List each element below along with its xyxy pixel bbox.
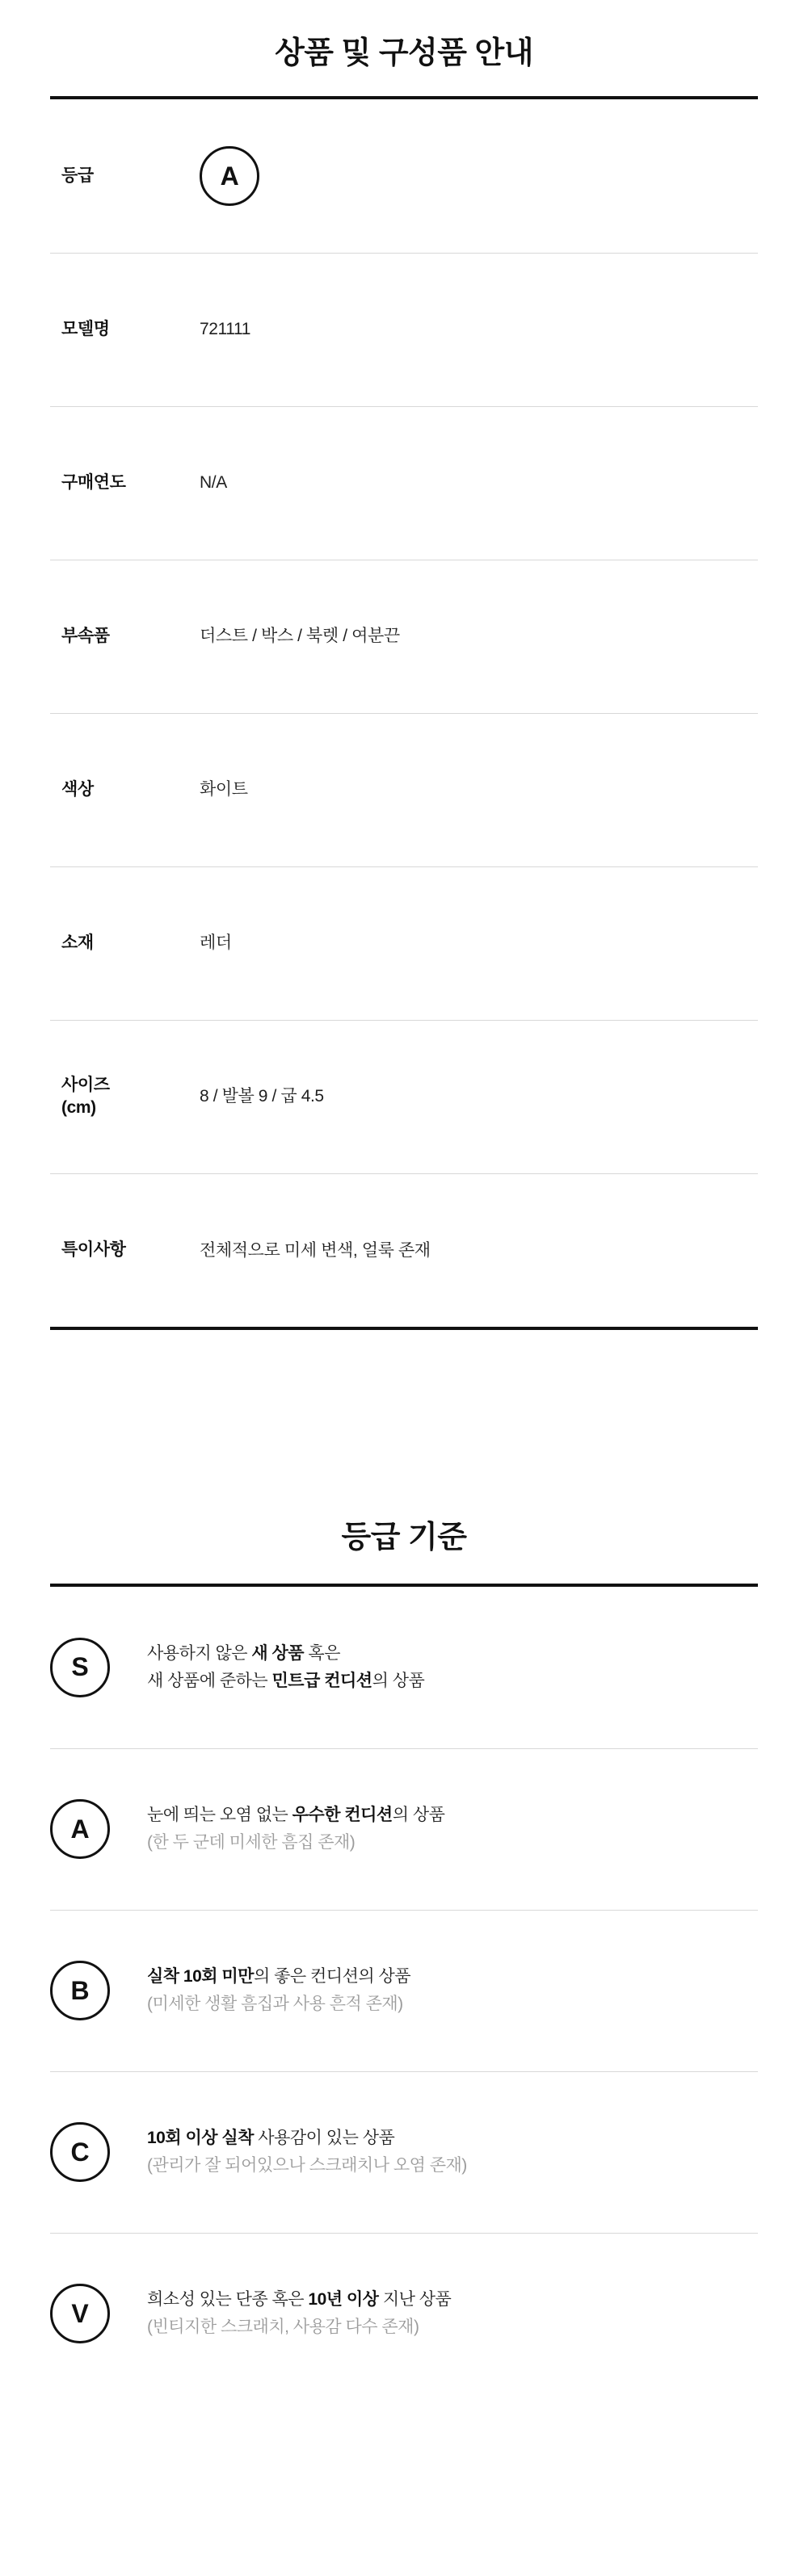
grade-badge: V [50, 2284, 110, 2343]
grade-badge-cell [50, 2233, 147, 2394]
spec-label-line2: (cm) [61, 1098, 96, 1117]
spec-value: 레더 [200, 866, 758, 1020]
spec-label: 등급 [50, 99, 200, 253]
grade-desc-line1 [147, 1640, 758, 1668]
grade-badge-cell [50, 1910, 147, 2071]
desc-text: 눈에 띄는 오염 없는 [147, 1805, 292, 1824]
spec-value: 화이트 [200, 713, 758, 866]
grade-criteria-section [0, 1512, 808, 2491]
desc-strong: 실착 10회 미만 [147, 1966, 254, 1986]
desc-text: 의 상품 [392, 1805, 445, 1824]
criteria-title: 등급 기준 [341, 1521, 467, 1554]
spec-value: 더스트 / 박스 / 북렛 / 여분끈 [200, 560, 758, 713]
desc-text: 의 상품 [372, 1671, 425, 1690]
table-row [50, 713, 758, 866]
grade-description [147, 1587, 758, 1748]
desc-text: 사용감이 있는 상품 [253, 2128, 395, 2147]
spec-label [50, 1020, 200, 1173]
grade-desc-line2 [147, 1668, 758, 1695]
spec-label: 부속품 [50, 560, 200, 713]
grade-desc-line1 [147, 2286, 758, 2314]
desc-text: 의 좋은 컨디션의 상품 [253, 1966, 411, 1986]
grade-badge: A [200, 146, 259, 206]
list-item [50, 1587, 758, 1748]
spec-value: 721111 [200, 253, 758, 406]
spec-label: 구매연도 [50, 406, 200, 560]
grade-description [147, 2071, 758, 2233]
grade-desc-line1 [147, 1802, 758, 1829]
table-row [50, 1173, 758, 1327]
table-row [50, 406, 758, 560]
spec-value: N/A [200, 406, 758, 560]
grade-desc-note: (한 두 군데 미세한 흠집 존재) [147, 1833, 356, 1852]
table-row [50, 253, 758, 406]
table-row [50, 99, 758, 253]
desc-text: 지난 상품 [378, 2290, 452, 2310]
grade-badge-cell [50, 2071, 147, 2233]
grade-badge: B [50, 1961, 110, 2020]
list-item [50, 2233, 758, 2394]
grade-badge-cell [50, 1748, 147, 1910]
grade-desc-line1 [147, 1963, 758, 1991]
grade-badge: A [50, 1799, 110, 1859]
section-bottom-rule [50, 1327, 758, 1330]
list-item [50, 1910, 758, 2071]
table-row [50, 560, 758, 713]
bottom-spacer [50, 2394, 758, 2491]
grade-desc-note: (미세한 생활 흠집과 사용 흔적 존재) [147, 1995, 403, 2013]
grade-desc-line1 [147, 2125, 758, 2152]
table-row [50, 1020, 758, 1173]
spec-label: 특이사항 [61, 1240, 126, 1260]
desc-strong: 우수한 컨디션 [292, 1805, 393, 1824]
desc-strong: 새 상품 [251, 1643, 305, 1663]
desc-text: 희소성 있는 단종 혹은 [147, 2290, 309, 2310]
desc-text: 혹은 [304, 1643, 341, 1663]
grade-badge: C [50, 2122, 110, 2182]
desc-strong: 10회 이상 실착 [147, 2128, 254, 2147]
desc-text: 새 상품에 준하는 [147, 1671, 272, 1690]
page-title: 상품 및 구성품 안내 [275, 36, 533, 70]
grade-description [147, 1748, 758, 1910]
spec-value: 8 / 발볼 9 / 굽 4.5 [200, 1020, 758, 1173]
desc-text: 사용하지 않은 [147, 1643, 252, 1663]
grade-badge: S [50, 1638, 110, 1697]
spec-value [200, 99, 758, 253]
spec-label: 색상 [50, 713, 200, 866]
spec-value: 전체적으로 미세 변색, 얼룩 존재 [200, 1240, 431, 1260]
grade-criteria-table [50, 1587, 758, 2394]
spec-label: 모델명 [50, 253, 200, 406]
list-item [50, 1748, 758, 1910]
desc-strong: 10년 이상 [308, 2290, 379, 2310]
desc-strong: 민트급 컨디션 [271, 1671, 372, 1690]
list-item [50, 2071, 758, 2233]
product-spec-table [50, 99, 758, 1327]
grade-desc-note: (관리가 잘 되어있으나 스크래치나 오염 존재) [147, 2156, 467, 2175]
grade-description [147, 1910, 758, 2071]
grade-desc-note: (빈티지한 스크래치, 사용감 다수 존재) [147, 2318, 419, 2337]
grade-description [147, 2233, 758, 2394]
spec-label-line1: 사이즈 [61, 1075, 110, 1094]
spec-label: 소재 [50, 866, 200, 1020]
table-row [50, 866, 758, 1020]
grade-badge-cell [50, 1587, 147, 1748]
